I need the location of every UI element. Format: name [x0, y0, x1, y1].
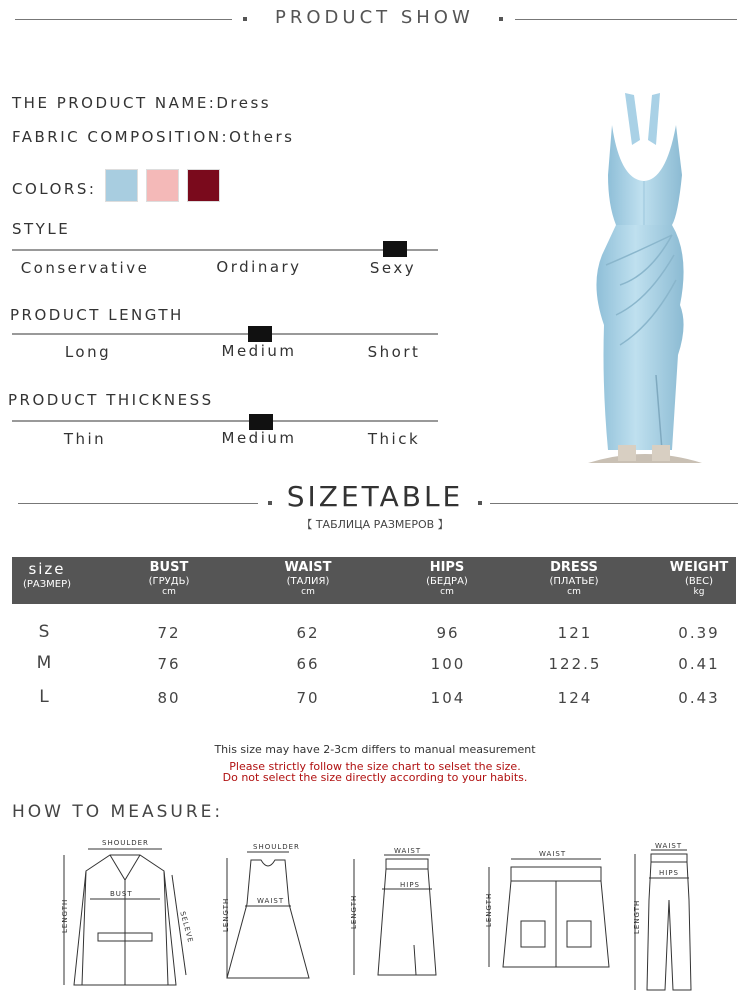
length-option-long: Long	[64, 343, 112, 361]
col-waist-sub: (ТАЛИЯ)	[286, 576, 330, 587]
jacket-diagram	[50, 835, 200, 995]
table-cell: 62	[296, 624, 320, 642]
jacket-bust-label: BUST	[110, 890, 133, 898]
table-cell: 0.39	[678, 624, 720, 642]
colors-label: COLORS:	[12, 180, 97, 198]
table-cell: 0.43	[678, 689, 720, 707]
pants-hips-label: HIPS	[659, 869, 679, 877]
style-option-ordinary: Ordinary	[216, 258, 302, 276]
jacket-length-label: LENGTH	[61, 898, 69, 933]
pants-diagram	[625, 840, 705, 995]
measurement-note: This size may have 2-3cm differs to manual measurement	[214, 743, 536, 756]
thickness-scale-marker	[249, 414, 273, 430]
table-cell: 121	[557, 624, 593, 642]
col-size-sub: (РАЗМЕР)	[22, 579, 72, 590]
color-swatch-pink[interactable]	[146, 169, 179, 202]
color-swatch-blue[interactable]	[105, 169, 138, 202]
dress-length-label: LENGTH	[222, 897, 230, 932]
style-option-conservative: Conservative	[20, 259, 150, 277]
size-warning-line2: Do not select the size directly according to your habits.	[222, 771, 528, 784]
thickness-option-thick: Thick	[367, 430, 421, 448]
length-option-short: Short	[367, 343, 421, 361]
table-cell: 0.41	[678, 655, 720, 673]
skirt-length-label: LENGTH	[350, 894, 358, 929]
style-option-sexy: Sexy	[369, 259, 417, 277]
fabric-label: FABRIC COMPOSITION:	[12, 128, 230, 146]
col-waist	[258, 557, 358, 604]
pants-length-label: LENGTH	[633, 899, 641, 934]
table-cell: S	[38, 622, 52, 642]
length-scale-title: PRODUCT LENGTH	[10, 306, 184, 324]
shorts-length-label: LENGTH	[485, 892, 493, 927]
table-cell: L	[39, 687, 51, 707]
col-dress-unit: cm	[567, 587, 581, 597]
thickness-option-thin: Thin	[63, 430, 107, 448]
pants-waist-label: WAIST	[655, 842, 683, 850]
col-bust-name: BUST	[149, 560, 189, 575]
color-swatch-burgundy[interactable]	[187, 169, 220, 202]
table-cell: 76	[157, 655, 181, 673]
style-scale-marker	[383, 241, 407, 257]
jacket-sleeve-label: SELEVE	[178, 910, 195, 944]
col-size	[12, 557, 82, 604]
dress-waist-label: WAIST	[257, 897, 285, 905]
length-option-medium: Medium	[221, 342, 297, 360]
sizetable-header	[12, 557, 736, 604]
col-bust-sub: (ГРУДЬ)	[148, 576, 190, 587]
shorts-diagram	[475, 845, 625, 975]
table-cell: 66	[296, 655, 320, 673]
table-cell: 100	[430, 655, 466, 673]
col-weight-unit: kg	[693, 587, 705, 597]
col-hips	[397, 557, 497, 604]
size-warning-line1: Please strictly follow the size chart to selset the size.	[229, 760, 521, 773]
style-scale-title: STYLE	[12, 220, 71, 238]
header-dot-left	[243, 17, 247, 21]
skirt-diagram	[340, 845, 450, 985]
header-rule-left	[15, 19, 232, 20]
fabric-value: Others	[229, 128, 295, 146]
col-waist-unit: cm	[301, 587, 315, 597]
col-weight-sub: (ВЕС)	[685, 576, 713, 587]
dress-diagram	[215, 840, 315, 990]
skirt-hips-label: HIPS	[400, 881, 420, 889]
header-title: PRODUCT SHOW	[275, 7, 474, 28]
fabric-row	[12, 128, 294, 146]
product-photo	[560, 85, 730, 465]
col-hips-unit: cm	[440, 587, 454, 597]
sizetable-subtitle: 【 ТАБЛИЦА РАЗМЕРОВ 】	[301, 518, 449, 531]
col-bust-unit: cm	[162, 587, 176, 597]
shorts-waist-label: WAIST	[539, 850, 567, 858]
col-size-name: size	[28, 560, 66, 578]
table-cell: 70	[296, 689, 320, 707]
table-cell: 104	[430, 689, 466, 707]
jacket-shoulder-label: SHOULDER	[102, 839, 149, 847]
product-name-value: Dress	[216, 94, 272, 112]
col-waist-name: WAIST	[284, 560, 332, 575]
header-dot-right	[499, 17, 503, 21]
dress-shoulder-label: SHOULDER	[253, 843, 300, 851]
col-dress-sub: (ПЛАТЬЕ)	[549, 576, 599, 587]
style-scale-line	[12, 249, 438, 251]
table-cell: 72	[157, 624, 181, 642]
thickness-scale-title: PRODUCT THICKNESS	[8, 391, 214, 409]
col-weight	[658, 557, 740, 604]
table-cell: 124	[557, 689, 593, 707]
thickness-option-medium: Medium	[221, 429, 297, 447]
sizetable-title: SIZETABLE	[286, 480, 464, 513]
table-cell: 96	[436, 624, 460, 642]
col-hips-sub: (БЕДРА)	[426, 576, 468, 587]
col-dress-name: DRESS	[550, 560, 598, 575]
col-weight-name: WEIGHT	[669, 560, 729, 575]
thickness-scale-line	[12, 420, 438, 422]
product-name-row	[12, 94, 271, 112]
col-dress	[524, 557, 624, 604]
table-cell: 80	[157, 689, 181, 707]
how-to-measure-title: HOW TO MEASURE:	[12, 802, 224, 822]
col-bust	[119, 557, 219, 604]
header-rule-right	[515, 19, 737, 20]
length-scale-marker	[248, 326, 272, 342]
table-cell: M	[36, 653, 54, 673]
skirt-waist-label: WAIST	[394, 847, 422, 855]
product-name-label: THE PRODUCT NAME:	[12, 94, 217, 112]
length-scale-line	[12, 333, 438, 335]
table-cell: 122.5	[548, 655, 602, 673]
col-hips-name: HIPS	[429, 560, 465, 575]
